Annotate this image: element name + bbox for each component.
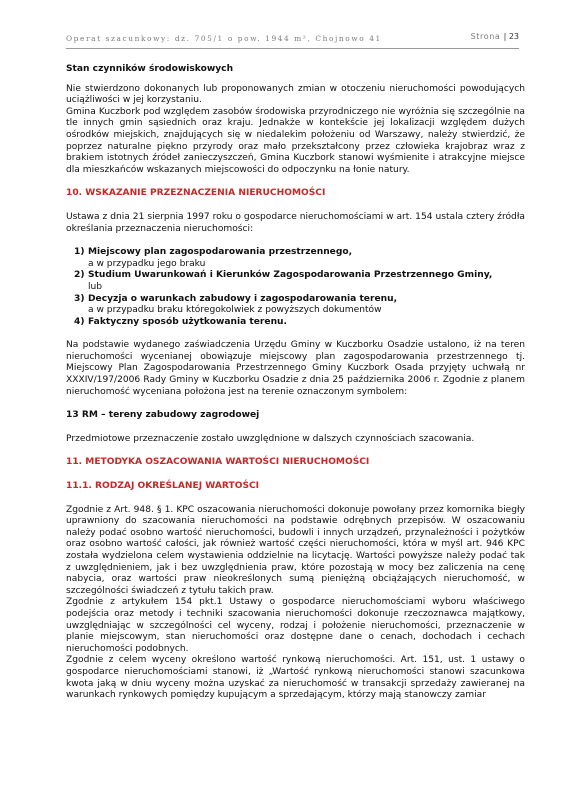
list-item [74, 293, 525, 317]
list-item-title: Faktyczny sposób użytkowania terenu. [88, 316, 287, 327]
sources-list [66, 247, 525, 328]
section-10-conclusion: Przedmiotowe przeznaczenie zostało uwzględnione w dalszych czynnościach szacowania. [66, 433, 475, 444]
section-10-intro: Ustawa z dnia 21 sierpnia 1997 roku o gospodarce nieruchomościami w art. 154 ustala cztery źródła określania przeznaczenia nieruchomości: [66, 211, 525, 234]
zoning-symbol: 13 RM – tereny zabudowy zagrodowej [66, 410, 260, 421]
env-heading: Stan czynników środowiskowych [66, 64, 234, 74]
list-item-note: a w przypadku jego braku [88, 258, 206, 269]
section-11-heading: 11. METODYKA OSZACOWANIA WARTOŚCI NIERUCHOMOŚCI [66, 457, 370, 468]
header-page-number: | 23 [503, 32, 519, 41]
list-item-number: 1) [74, 247, 85, 258]
section-11-paragraph-3: Zgodnie z celem wyceny określono wartość rynkową nieruchomości. Art. 151, ust. 1 ustawy o gospodarce nieruchomościami stanowi, iż „Wartość rynkową nieruchomości stanowi szacunkowa kwota jaką w dniu wyceny można uzyskać za nieruchomość w transakcji sprzedaży zawieranej na warunkach rynkowych pomiędzy kupującym a sprzedającym, którzy mają stanowczy zamiar [66, 655, 525, 701]
list-item-title: Decyzja o warunkach zabudowy i zagospodarowania terenu, [88, 293, 398, 304]
list-item-note: lub [88, 281, 103, 292]
env-paragraph-2: Gmina Kuczbork pod względem zasobów środowiska przyrodniczego nie wyróżnia się szczególnie na tle innych gmin sąsiednich oraz kraju. Jednakże w kontekście jej lokalizacji względem dużych ośrodków miejskich, znajdujących się w niedalekim położeniu od Warszawy, należy stwierdzić, że poprzez naturalne piękno przyrody oraz mało przekształcony przez człowieka krajobraz wraz z brakiem istotnych źródeł zanieczyszczeń, Gmina Kuczbork stanowi wyśmienite i atrakcyjne miejsce dla mieszkańców wskazanych miejscowości do odpoczynku na łonie natury. [66, 106, 525, 175]
list-item-number: 4) [74, 316, 85, 327]
section-11-paragraph-2: Zgodnie z artykułem 154 pkt.1 Ustawy o gospodarce nieruchomościami wyboru właściwego podejścia oraz metody i techniki szacowania nieruchomości dokonuje rzeczoznawca majątkowy, uwzględniając w szczególności cel wyceny, rodzaj i położenie nieruchomości, przeznaczenie w planie miejscowym, stan nieruchomości oraz dostępne dane o cenach, dochodach i cechach nieruchomości podobnych. [66, 597, 525, 654]
section-11-1-heading: 11.1. RODZAJ OKREŚLANEJ WARTOŚCI [66, 481, 260, 492]
page-header [66, 30, 519, 46]
list-item-title: Studium Uwarunkowań i Kierunków Zagospodarowania Przestrzennego Gminy, [88, 270, 493, 281]
list-item-number: 3) [74, 293, 85, 304]
header-document-title: Operat szacunkowy: dz. 705/1 o pow. 1944 m², Chojnowo 41 [66, 34, 382, 43]
section-11-paragraph-1: Zgodnie z Art. 948. § 1. KPC oszacowania nieruchomości dokonuje powołany przez komornika biegły uprawniony do szacowania nieruchomości na podstawie odrębnych przepisów. W oszacowaniu należy podać osobno wartość nieruchomości, budowli i innych urządzeń, przynależności i pożytków oraz osobno wartość całości, jak również wartość części nieruchomości, która w myśl art. 946 KPC została wydzielona celem wystawienia oddzielnie na licytację. Wartości powyższe należy podać tak z uwzględnieniem, jak i bez uwzględnienia praw, które pozostają w mocy bez zaliczenia na cenę nabycia, oraz wartości praw nieokreślonych sumą pieniężną obciążających nieruchomość, w szczególności świadczeń z tytułu takich praw. [66, 504, 525, 596]
env-paragraph-1: Nie stwierdzono dokonanych lub proponowanych zmian w otoczeniu nieruchomości powodujących uciążliwości w jej korzystaniu. [66, 83, 525, 106]
list-item-number: 2) [74, 270, 85, 281]
section-10-heading: 10. WSKAZANIE PRZEZNACZENIA NIERUCHOMOŚCI [66, 188, 326, 199]
header-page-indicator [471, 32, 519, 41]
list-item [74, 316, 525, 329]
list-item [74, 270, 525, 293]
plan-basis-paragraph: Na podstawie wydanego zaświadczenia Urzędu Gminy w Kuczborku Osadzie ustalono, iż na teren nieruchomości wycenianej obowiązuje miejscowy plan zagospodarowania przestrzennego tj. Miejscowy Plan Zagospodarowania Przestrzennego Gminy Kuczbork Osada przyjęty uchwałą nr XXXIV/197/2006 Rady Gminy w Kuczborku Osadzie z dnia 25 października 2006 r. Zgodnie z planem nieruchomość wyceniana położona jest na terenie oznaczonym symbolem: [66, 340, 525, 397]
list-item [74, 247, 525, 270]
header-page-label: Strona [470, 32, 501, 41]
page-content [66, 64, 525, 702]
list-item-note: a w przypadku braku któregokolwiek z powyższych dokumentów [88, 305, 382, 316]
header-divider [66, 48, 519, 49]
list-item-title: Miejscowy plan zagospodarowania przestrzennego, [88, 247, 353, 258]
